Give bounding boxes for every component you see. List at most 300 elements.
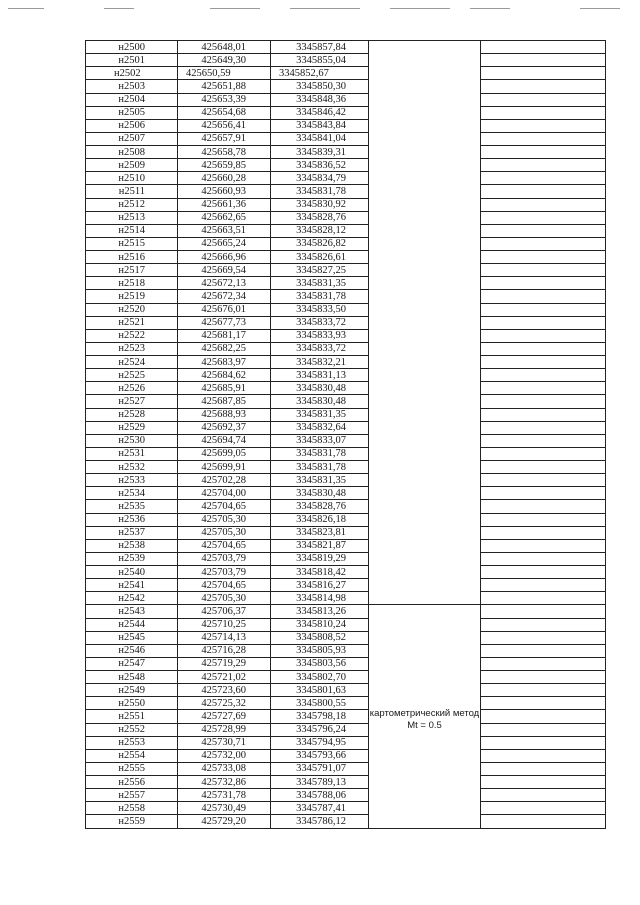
point-name-cell: н2526 xyxy=(86,382,178,395)
x-coordinate-cell: 425706,37 xyxy=(178,605,271,618)
table-row xyxy=(86,224,606,237)
table-row xyxy=(86,592,606,605)
extra-cell xyxy=(481,132,606,145)
x-coordinate-cell: 425704,65 xyxy=(178,539,271,552)
extra-cell xyxy=(481,93,606,106)
extra-cell xyxy=(481,592,606,605)
x-coordinate-cell: 425704,00 xyxy=(178,487,271,500)
y-coordinate-cell: 3345831,78 xyxy=(271,290,369,303)
header-scan-marks xyxy=(0,8,640,12)
point-name-cell: н2559 xyxy=(86,815,178,828)
table-row xyxy=(86,237,606,250)
point-name-cell: н2535 xyxy=(86,500,178,513)
x-coordinate-cell: 425666,96 xyxy=(178,251,271,264)
table-row xyxy=(86,579,606,592)
table-row xyxy=(86,185,606,198)
x-coordinate-cell: 425658,78 xyxy=(178,146,271,159)
x-coordinate-cell: 425687,85 xyxy=(178,395,271,408)
point-name-cell: н2556 xyxy=(86,776,178,789)
y-coordinate-cell: 3345830,92 xyxy=(271,198,369,211)
y-coordinate-cell: 3345796,24 xyxy=(271,723,369,736)
x-coordinate-cell: 425688,93 xyxy=(178,408,271,421)
point-name-cell: н2540 xyxy=(86,566,178,579)
table-row xyxy=(86,395,606,408)
point-name-cell: н2531 xyxy=(86,447,178,460)
x-coordinate-cell: 425731,78 xyxy=(178,789,271,802)
x-coordinate-cell: 425732,00 xyxy=(178,749,271,762)
x-coordinate-cell: 425702,28 xyxy=(178,474,271,487)
point-name-cell: н2514 xyxy=(86,224,178,237)
y-coordinate-cell: 3345855,04 xyxy=(271,54,369,67)
y-coordinate-cell: 3345800,55 xyxy=(271,697,369,710)
x-coordinate-cell: 425733,08 xyxy=(178,762,271,775)
extra-cell xyxy=(481,67,606,80)
extra-cell xyxy=(481,224,606,237)
point-name-cell: н2516 xyxy=(86,251,178,264)
table-row xyxy=(86,41,606,54)
y-coordinate-cell: 3345808,52 xyxy=(271,631,369,644)
extra-cell xyxy=(481,723,606,736)
x-coordinate-cell: 425665,24 xyxy=(178,237,271,250)
y-coordinate-cell: 3345791,07 xyxy=(271,762,369,775)
table-row xyxy=(86,618,606,631)
extra-cell xyxy=(481,342,606,355)
table-row xyxy=(86,119,606,132)
coordinates-table-body xyxy=(86,41,606,829)
y-coordinate-cell: 3345828,76 xyxy=(271,211,369,224)
table-row xyxy=(86,329,606,342)
x-coordinate-cell: 425684,62 xyxy=(178,369,271,382)
point-name-cell: н2541 xyxy=(86,579,178,592)
table-row xyxy=(86,526,606,539)
extra-cell xyxy=(481,237,606,250)
y-coordinate-cell: 3345839,31 xyxy=(271,146,369,159)
extra-cell xyxy=(481,513,606,526)
extra-cell xyxy=(481,211,606,224)
table-row xyxy=(86,671,606,684)
table-row xyxy=(86,513,606,526)
extra-cell xyxy=(481,356,606,369)
extra-cell xyxy=(481,369,606,382)
table-row xyxy=(86,657,606,670)
table-row xyxy=(86,316,606,329)
table-row xyxy=(86,408,606,421)
x-coordinate-cell: 425692,37 xyxy=(178,421,271,434)
y-coordinate-cell: 3345831,13 xyxy=(271,369,369,382)
extra-cell xyxy=(481,487,606,500)
extra-cell xyxy=(481,185,606,198)
y-coordinate-cell: 3345794,95 xyxy=(271,736,369,749)
y-coordinate-cell: 3345818,42 xyxy=(271,566,369,579)
extra-cell xyxy=(481,251,606,264)
x-coordinate-cell: 425699,91 xyxy=(178,461,271,474)
y-coordinate-cell: 3345850,30 xyxy=(271,80,369,93)
y-coordinate-cell: 3345831,78 xyxy=(271,447,369,460)
extra-cell xyxy=(481,461,606,474)
table-row xyxy=(86,644,606,657)
y-coordinate-cell: 3345786,12 xyxy=(271,815,369,828)
y-coordinate-cell: 3345831,35 xyxy=(271,408,369,421)
table-row xyxy=(86,93,606,106)
x-coordinate-cell: 425683,97 xyxy=(178,356,271,369)
table-row xyxy=(86,789,606,802)
table-row xyxy=(86,500,606,513)
y-coordinate-cell: 3345830,48 xyxy=(271,395,369,408)
y-coordinate-cell: 3345831,78 xyxy=(271,461,369,474)
point-name-cell: н2529 xyxy=(86,421,178,434)
x-coordinate-cell: 425714,13 xyxy=(178,631,271,644)
x-coordinate-cell: 425672,34 xyxy=(178,290,271,303)
y-coordinate-cell: 3345832,64 xyxy=(271,421,369,434)
extra-cell xyxy=(481,697,606,710)
point-name-cell: н2513 xyxy=(86,211,178,224)
extra-cell xyxy=(481,54,606,67)
y-coordinate-cell: 3345857,84 xyxy=(271,41,369,54)
extra-cell xyxy=(481,421,606,434)
table-row xyxy=(86,684,606,697)
table-row xyxy=(86,132,606,145)
x-coordinate-cell: 425676,01 xyxy=(178,303,271,316)
extra-cell xyxy=(481,172,606,185)
extra-cell xyxy=(481,447,606,460)
extra-cell xyxy=(481,579,606,592)
table-row xyxy=(86,67,606,80)
y-coordinate-cell: 3345846,42 xyxy=(271,106,369,119)
table-row xyxy=(86,552,606,565)
extra-cell xyxy=(481,500,606,513)
y-coordinate-cell: 3345813,26 xyxy=(271,605,369,618)
point-name-cell: н2543 xyxy=(86,605,178,618)
table-row xyxy=(86,566,606,579)
table-row xyxy=(86,356,606,369)
extra-cell xyxy=(481,539,606,552)
x-coordinate-cell: 425730,49 xyxy=(178,802,271,815)
point-name-cell: н2550 xyxy=(86,697,178,710)
x-coordinate-cell: 425721,02 xyxy=(178,671,271,684)
point-name-cell: н2515 xyxy=(86,237,178,250)
point-name-cell: н2522 xyxy=(86,329,178,342)
point-name-cell: н2518 xyxy=(86,277,178,290)
table-row xyxy=(86,434,606,447)
y-coordinate-cell: 3345816,27 xyxy=(271,579,369,592)
point-name-cell: н2524 xyxy=(86,356,178,369)
extra-cell xyxy=(481,277,606,290)
point-name-cell: н2519 xyxy=(86,290,178,303)
point-name-cell: н2528 xyxy=(86,408,178,421)
point-name-cell: н2504 xyxy=(86,93,178,106)
y-coordinate-cell: 3345831,35 xyxy=(271,474,369,487)
point-name-cell: н2554 xyxy=(86,749,178,762)
method-label: картометрический метод Mt = 0.5 xyxy=(369,708,480,732)
extra-cell xyxy=(481,605,606,618)
x-coordinate-cell: 425657,91 xyxy=(178,132,271,145)
point-name-cell: н2537 xyxy=(86,526,178,539)
point-name-cell: н2507 xyxy=(86,132,178,145)
extra-cell xyxy=(481,762,606,775)
y-coordinate-cell: 3345810,24 xyxy=(271,618,369,631)
extra-cell xyxy=(481,684,606,697)
point-name-cell: н2544 xyxy=(86,618,178,631)
table-row xyxy=(86,776,606,789)
extra-cell xyxy=(481,474,606,487)
x-coordinate-cell: 425694,74 xyxy=(178,434,271,447)
x-coordinate-cell: 425725,32 xyxy=(178,697,271,710)
point-name-cell: н2551 xyxy=(86,710,178,723)
y-coordinate-cell: 3345802,70 xyxy=(271,671,369,684)
point-name-cell: н2511 xyxy=(86,185,178,198)
point-name-cell: н2546 xyxy=(86,644,178,657)
x-coordinate-cell: 425719,29 xyxy=(178,657,271,670)
extra-cell xyxy=(481,631,606,644)
x-coordinate-cell: 425672,13 xyxy=(178,277,271,290)
point-name-cell: н2552 xyxy=(86,723,178,736)
point-name-cell: н2506 xyxy=(86,119,178,132)
point-name-cell: н2539 xyxy=(86,552,178,565)
y-coordinate-cell: 3345827,25 xyxy=(271,264,369,277)
coordinates-table xyxy=(85,40,605,896)
table-row xyxy=(86,421,606,434)
point-name-cell: н2510 xyxy=(86,172,178,185)
table-row xyxy=(86,54,606,67)
extra-cell xyxy=(481,303,606,316)
x-coordinate-cell: 425703,79 xyxy=(178,566,271,579)
method-cell-empty xyxy=(369,41,481,605)
extra-cell xyxy=(481,382,606,395)
point-name-cell: н2534 xyxy=(86,487,178,500)
x-coordinate-cell: 425705,30 xyxy=(178,526,271,539)
y-coordinate-cell: 3345789,13 xyxy=(271,776,369,789)
point-name-cell: н2512 xyxy=(86,198,178,211)
extra-cell xyxy=(481,526,606,539)
x-coordinate-cell: 425662,65 xyxy=(178,211,271,224)
x-coordinate-cell: 425651,88 xyxy=(178,80,271,93)
table-row xyxy=(86,723,606,736)
y-coordinate-cell: 3345826,61 xyxy=(271,251,369,264)
x-coordinate-cell: 425716,28 xyxy=(178,644,271,657)
y-coordinate-cell: 3345801,63 xyxy=(271,684,369,697)
extra-cell xyxy=(481,395,606,408)
x-coordinate-cell: 425705,30 xyxy=(178,592,271,605)
table-row xyxy=(86,264,606,277)
point-name-cell: н2542 xyxy=(86,592,178,605)
table-row xyxy=(86,251,606,264)
x-coordinate-cell: 425705,30 xyxy=(178,513,271,526)
point-name-cell: н2508 xyxy=(86,146,178,159)
table-row xyxy=(86,211,606,224)
x-coordinate-cell: 425710,25 xyxy=(178,618,271,631)
table-row xyxy=(86,802,606,815)
table-row xyxy=(86,447,606,460)
method-cell xyxy=(369,605,481,828)
table-row xyxy=(86,382,606,395)
extra-cell xyxy=(481,776,606,789)
table-row xyxy=(86,172,606,185)
extra-cell xyxy=(481,789,606,802)
y-coordinate-cell: 3345833,72 xyxy=(271,316,369,329)
x-coordinate-cell: 425654,68 xyxy=(178,106,271,119)
table-row xyxy=(86,697,606,710)
y-coordinate-cell: 3345834,79 xyxy=(271,172,369,185)
extra-cell xyxy=(481,316,606,329)
x-coordinate-cell: 425704,65 xyxy=(178,500,271,513)
extra-cell xyxy=(481,146,606,159)
table-row xyxy=(86,369,606,382)
y-coordinate-cell: 3345788,06 xyxy=(271,789,369,802)
x-coordinate-cell: 425682,25 xyxy=(178,342,271,355)
x-coordinate-cell: 425656,41 xyxy=(178,119,271,132)
x-coordinate-cell: 425669,54 xyxy=(178,264,271,277)
point-name-cell: н2520 xyxy=(86,303,178,316)
point-name-cell: н2525 xyxy=(86,369,178,382)
x-coordinate-cell: 425685,91 xyxy=(178,382,271,395)
table-row xyxy=(86,631,606,644)
y-coordinate-cell: 3345833,07 xyxy=(271,434,369,447)
y-coordinate-cell: 3345826,18 xyxy=(271,513,369,526)
x-coordinate-cell: 425727,69 xyxy=(178,710,271,723)
y-coordinate-cell: 3345836,52 xyxy=(271,159,369,172)
extra-cell xyxy=(481,290,606,303)
extra-cell xyxy=(481,434,606,447)
extra-cell xyxy=(481,736,606,749)
point-name-cell: н2503 xyxy=(86,80,178,93)
x-coordinate-cell: 425649,30 xyxy=(178,54,271,67)
table-row xyxy=(86,461,606,474)
point-name-cell: н2557 xyxy=(86,789,178,802)
extra-cell xyxy=(481,106,606,119)
x-coordinate-cell: 425723,60 xyxy=(178,684,271,697)
x-coordinate-cell: 425660,28 xyxy=(178,172,271,185)
x-coordinate-cell: 425661,36 xyxy=(178,198,271,211)
y-coordinate-cell: 3345843,84 xyxy=(271,119,369,132)
table-row xyxy=(86,198,606,211)
y-coordinate-cell: 3345823,81 xyxy=(271,526,369,539)
table-row xyxy=(86,815,606,828)
extra-cell xyxy=(481,657,606,670)
y-coordinate-cell: 3345793,66 xyxy=(271,749,369,762)
extra-cell xyxy=(481,264,606,277)
point-name-cell: н2538 xyxy=(86,539,178,552)
table-row xyxy=(86,159,606,172)
x-coordinate-cell: 425704,65 xyxy=(178,579,271,592)
point-name-cell: н2502 xyxy=(86,67,178,80)
x-coordinate-cell: 425728,99 xyxy=(178,723,271,736)
table-row xyxy=(86,303,606,316)
extra-cell xyxy=(481,159,606,172)
x-coordinate-cell: 425677,73 xyxy=(178,316,271,329)
x-coordinate-cell: 425650,59 xyxy=(178,67,271,80)
table-row xyxy=(86,277,606,290)
y-coordinate-cell: 3345830,48 xyxy=(271,487,369,500)
y-coordinate-cell: 3345831,78 xyxy=(271,185,369,198)
extra-cell xyxy=(481,552,606,565)
extra-cell xyxy=(481,80,606,93)
point-name-cell: н2517 xyxy=(86,264,178,277)
point-name-cell: н2548 xyxy=(86,671,178,684)
extra-cell xyxy=(481,671,606,684)
point-name-cell: н2536 xyxy=(86,513,178,526)
table-row xyxy=(86,106,606,119)
table-row xyxy=(86,80,606,93)
y-coordinate-cell: 3345831,35 xyxy=(271,277,369,290)
point-name-cell: н2500 xyxy=(86,41,178,54)
point-name-cell: н2533 xyxy=(86,474,178,487)
table-row xyxy=(86,474,606,487)
extra-cell xyxy=(481,566,606,579)
y-coordinate-cell: 3345833,50 xyxy=(271,303,369,316)
x-coordinate-cell: 425660,93 xyxy=(178,185,271,198)
extra-cell xyxy=(481,815,606,828)
y-coordinate-cell: 3345819,29 xyxy=(271,552,369,565)
extra-cell xyxy=(481,41,606,54)
point-name-cell: н2545 xyxy=(86,631,178,644)
y-coordinate-cell: 3345841,04 xyxy=(271,132,369,145)
table-row xyxy=(86,290,606,303)
x-coordinate-cell: 425659,85 xyxy=(178,159,271,172)
y-coordinate-cell: 3345832,21 xyxy=(271,356,369,369)
table-row xyxy=(86,710,606,723)
point-name-cell: н2558 xyxy=(86,802,178,815)
y-coordinate-cell: 3345830,48 xyxy=(271,382,369,395)
y-coordinate-cell: 3345848,36 xyxy=(271,93,369,106)
point-name-cell: н2555 xyxy=(86,762,178,775)
point-name-cell: н2523 xyxy=(86,342,178,355)
y-coordinate-cell: 3345852,67 xyxy=(271,67,369,80)
extra-cell xyxy=(481,749,606,762)
y-coordinate-cell: 3345833,72 xyxy=(271,342,369,355)
table-row xyxy=(86,539,606,552)
y-coordinate-cell: 3345828,76 xyxy=(271,500,369,513)
x-coordinate-cell: 425729,20 xyxy=(178,815,271,828)
point-name-cell: н2553 xyxy=(86,736,178,749)
x-coordinate-cell: 425653,39 xyxy=(178,93,271,106)
point-name-cell: н2530 xyxy=(86,434,178,447)
x-coordinate-cell: 425663,51 xyxy=(178,224,271,237)
point-name-cell: н2505 xyxy=(86,106,178,119)
table-row xyxy=(86,749,606,762)
point-name-cell: н2509 xyxy=(86,159,178,172)
y-coordinate-cell: 3345833,93 xyxy=(271,329,369,342)
y-coordinate-cell: 3345814,98 xyxy=(271,592,369,605)
extra-cell xyxy=(481,408,606,421)
extra-cell xyxy=(481,710,606,723)
table-row xyxy=(86,605,606,618)
x-coordinate-cell: 425730,71 xyxy=(178,736,271,749)
y-coordinate-cell: 3345787,41 xyxy=(271,802,369,815)
point-name-cell: н2521 xyxy=(86,316,178,329)
table-row xyxy=(86,487,606,500)
extra-cell xyxy=(481,618,606,631)
extra-cell xyxy=(481,329,606,342)
extra-cell xyxy=(481,644,606,657)
extra-cell xyxy=(481,198,606,211)
extra-cell xyxy=(481,802,606,815)
x-coordinate-cell: 425648,01 xyxy=(178,41,271,54)
y-coordinate-cell: 3345826,82 xyxy=(271,237,369,250)
extra-cell xyxy=(481,119,606,132)
point-name-cell: н2501 xyxy=(86,54,178,67)
y-coordinate-cell: 3345828,12 xyxy=(271,224,369,237)
x-coordinate-cell: 425732,86 xyxy=(178,776,271,789)
x-coordinate-cell: 425699,05 xyxy=(178,447,271,460)
point-name-cell: н2549 xyxy=(86,684,178,697)
table-row xyxy=(86,146,606,159)
y-coordinate-cell: 3345803,56 xyxy=(271,657,369,670)
y-coordinate-cell: 3345805,93 xyxy=(271,644,369,657)
point-name-cell: н2547 xyxy=(86,657,178,670)
table-row xyxy=(86,736,606,749)
y-coordinate-cell: 3345798,18 xyxy=(271,710,369,723)
point-name-cell: н2532 xyxy=(86,461,178,474)
